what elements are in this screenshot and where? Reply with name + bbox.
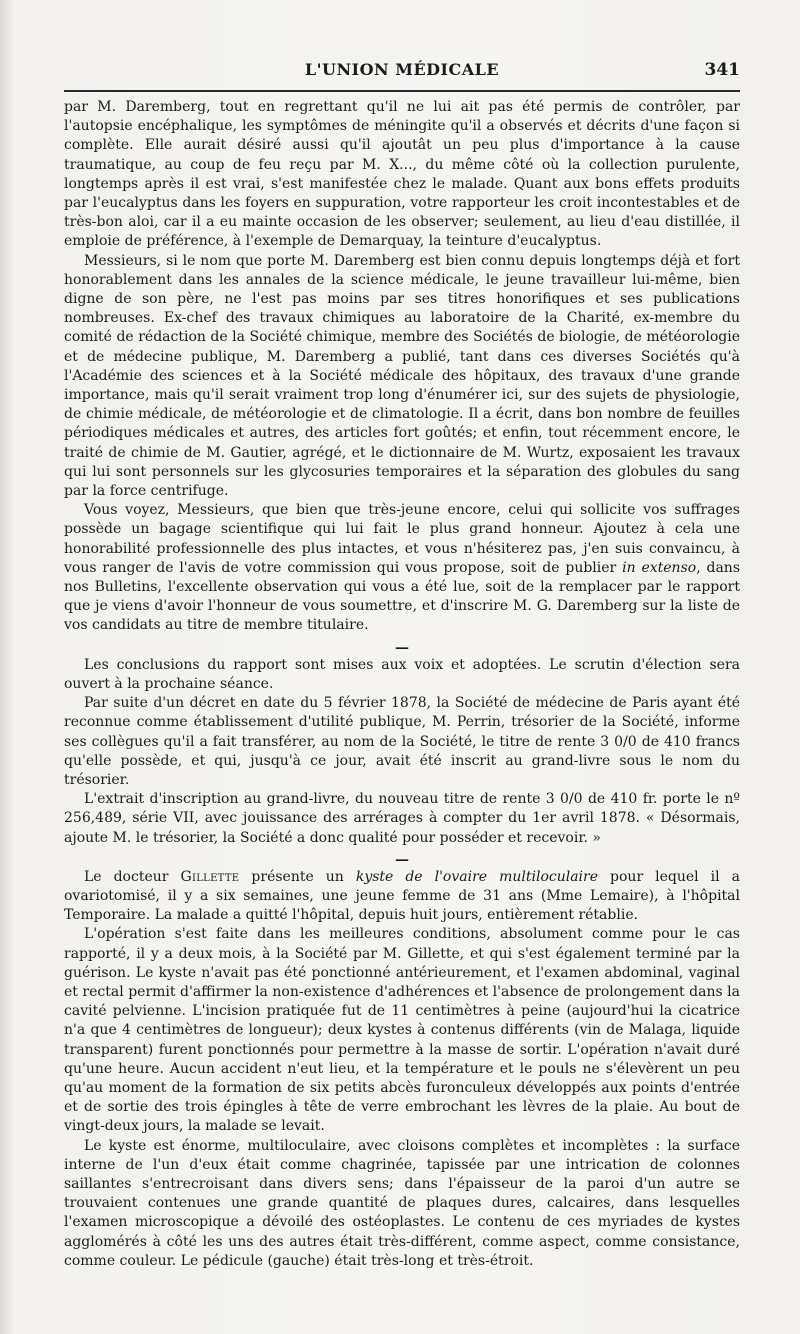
author-name: Gillette xyxy=(180,868,240,885)
paragraph-9: Le kyste est énorme, multiloculaire, avec cloisons complètes et incomplètes : la surface interne de l'un d'eux était comme chagrinée, tapissée par une intrication de colonnes saillantes s'entrecroisant dans divers sens; dans l'épaisseur de la paroi d'un autre se trouvaient contenues une grande quantité de plaques dures, calcaires, dans lesquelles l'examen microscopique a dévoilé des ostéoplastes. Le contenu de ces myriades de kystes agglomérés à côté les uns des autres était très-différent, comme aspect, comme consistance, comme couleur. Le pédicule (gauche) était très-long et très-étroit. xyxy=(64,1137,740,1269)
paragraph-7-italic: kyste de l'ovaire multiloculaire xyxy=(355,868,599,885)
paragraph-8: L'opération s'est faite dans les meilleures conditions, absolument comme pour le cas rapporté, il y a deux mois, à la Société par M. Gillette, et qui s'est également terminé par la guérison. Le kyste n'avait pas été ponctionné antérieurement, et l'examen abdominal, vaginal et rectal permit d'affirmer la non-existence d'adhérences et l'absence de prolongement dans la cavité pelvienne. L'incision pratiquée fut de 11 centimètres à peine (aujourd'hui la cicatrice n'a que 4 centimètres de longueur); deux kystes à contenus différents (vin de Malaga, liquide transparent) furent ponctionnés pour permettre à la masse de sortir. L'opération n'avait duré qu'une heure. Aucun accident n'eut lieu, et la température et le pouls ne s'élevèrent un peu qu'au moment de la formation de six petits abcès furonculeux développés aux points d'entrée et de sortie des trois épingles à tête de verre embrochant les lèvres de la plaie. Au bout de vingt-deux jours, la malade se levait. xyxy=(64,926,740,1135)
section-separator-1: — xyxy=(395,639,409,656)
running-title: L'UNION MÉDICALE xyxy=(304,60,500,79)
section-separator-2: — xyxy=(395,851,409,868)
paragraph-6: L'extrait d'inscription au grand-livre, du nouveau titre de rente 3 0/0 de 410 fr. porte le nº 256,489, série VII, avec jouissance des arrérages à compter du 1er avril 1878. « Désormais, ajoute M. le trésorier, la Société a donc qualité pour posséder et recevoir. » xyxy=(64,791,740,846)
paragraph-7-text-b: présente un xyxy=(239,868,356,885)
paragraph-7-text-c: pour lequel il a ovariotomisé, il y a six semaines, une jeune femme de 31 ans (Mme Lemaire), à l'hôpital Temporaire. La malade a quitté l'hôpital, depuis huit jours, entièrement rétablie. xyxy=(64,868,740,924)
paragraph-4: Les conclusions du rapport sont mises aux voix et adoptées. Le scrutin d'élection sera ouvert à la prochaine séance. xyxy=(64,656,740,692)
article-body xyxy=(64,98,740,1271)
paragraph-3-text-b: , dans nos Bulletins, l'excellente observation qui vous a été lue, soit de la remplacer par le rapport que je viens d'avoir l'honneur de vous soumettre, et d'inscrire M. G. Daremberg sur la liste de vos candidats au titre de membre titulaire. xyxy=(64,559,740,634)
page-number: 341 xyxy=(704,60,740,80)
header-rule xyxy=(64,90,740,92)
paragraph-5: Par suite d'un décret en date du 5 février 1878, la Société de médecine de Paris ayant été reconnue comme établissement d'utilité publique, M. Perrin, trésorier de la Société, informe ses collègues qu'il a fait transférer, au nom de la Société, le titre de rente 3 0/0 de 410 francs qu'elle possède, et qui, jusqu'à ce jour, avait été inscrit au grand-livre sous le nom du trésorier. xyxy=(64,695,740,788)
paragraph-7 xyxy=(64,868,740,926)
page-header xyxy=(64,56,740,86)
paragraph-7-text-a: Le docteur xyxy=(84,868,181,885)
paragraph-3 xyxy=(64,501,740,635)
paragraph-3-text-a: Vous voyez, Messieurs, que bien que très-jeune encore, celui qui sollicite vos suffrages possède un bagage scientifique qui lui fait le plus grand honneur. Ajoutez à cela une honorabilité professionnelle des plus intactes, et vous n'hésiterez pas, j'en suis convaincu, à vous ranger de l'avis de votre commission qui vous propose, soit de publier xyxy=(64,502,740,576)
paragraph-1: par M. Daremberg, tout en regrettant qu'il ne lui ait pas été permis de contrôler, par l'autopsie encéphalique, les symptômes de méningite qu'il a observés et décrits d'une façon si complète. Elle aurait désiré aussi qu'il ajoutât un peu plus d'importance à la cause traumatique, au coup de feu reçu par M. X..., du même côté où la collection purulente, longtemps après il est vrai, s'est manifestée chez le malade. Quant aux bons effets produits par l'eucalyptus dans les foyers en suppuration, votre rapporteur les croit incontestables et de très-bon aloi, car il a eu mainte occasion de les observer; seulement, au lieu d'eau distillée, il emploie de préférence, à l'exemple de Demarquay, la teinture d'eucalyptus. xyxy=(64,99,740,250)
paragraph-2: Messieurs, si le nom que porte M. Daremberg est bien connu depuis longtemps déjà et fort honorablement dans les annales de la science médicale, le jeune travailleur lui-même, bien digne de son père, ne l'est pas moins par ses titres honorifiques et ses publications nombreuses. Ex-chef des travaux chimiques au laboratoire de la Charité, ex-membre du comité de rédaction de la Société chimique, membre des Sociétés de biologie, de météorologie et de médecine publique, M. Daremberg a publié, tant dans ces diverses Sociétés qu'à l'Académie des sciences et à la Société médicale des hôpitaux, des travaux d'une grande importance, mais qu'il serait vraiment trop long d'énumérer ici, sur des sujets de physiologie, de chimie médicale, de météorologie et de climatologie. Il a écrit, dans bon nombre de feuilles périodiques médicales et autres, des articles fort goûtés; et enfin, tout récemment encore, le traité de chimie de M. Gautier, agrégé, et le dictionnaire de M. Wurtz, exposaient les travaux qui lui sont personnels sur les glycosuries temporaires et la séparation des globules du sang par la force centrifuge. xyxy=(64,252,740,500)
paragraph-3-italic: in extenso xyxy=(622,559,697,576)
